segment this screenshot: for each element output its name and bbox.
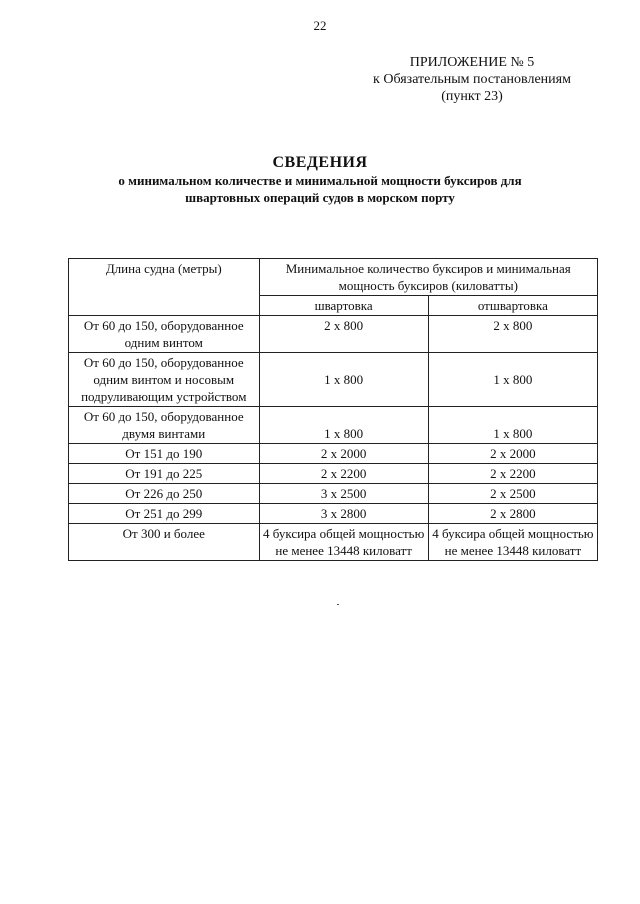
cell-mooring: 2 х 2000 xyxy=(259,444,428,464)
cell-vessel-length: От 60 до 150, оборудованное двумя винтами xyxy=(69,407,260,444)
appendix-title: ПРИЛОЖЕНИЕ № 5 xyxy=(409,55,535,70)
cell-mooring: 3 х 2800 xyxy=(259,504,428,524)
cell-unmooring: 4 буксира общей мощностью не менее 13448 киловатт xyxy=(428,524,597,561)
document-heading xyxy=(0,154,640,206)
cell-mooring: 1 х 800 xyxy=(259,407,428,444)
cell-mooring: 4 буксира общей мощностью не менее 13448 киловатт xyxy=(259,524,428,561)
cell-vessel-length: От 226 до 250 xyxy=(69,484,260,504)
document-subtitle-line-2: швартовных операций судов в морском порту xyxy=(185,190,455,205)
cell-unmooring: 1 х 800 xyxy=(428,353,597,407)
appendix-reference xyxy=(342,54,602,105)
cell-vessel-length: От 151 до 190 xyxy=(69,444,260,464)
header-vessel-length: Длина судна (метры) xyxy=(69,259,260,316)
tug-requirements-table xyxy=(68,258,598,561)
scan-speck xyxy=(337,604,339,605)
table-row xyxy=(69,504,598,524)
table-row xyxy=(69,464,598,484)
cell-mooring: 2 х 800 xyxy=(259,316,428,353)
cell-mooring: 2 х 2200 xyxy=(259,464,428,484)
table-row xyxy=(69,353,598,407)
cell-mooring: 1 х 800 xyxy=(259,353,428,407)
table-row xyxy=(69,484,598,504)
cell-vessel-length: От 60 до 150, оборудованное одним винтом и носовым подруливающим устройством xyxy=(69,353,260,407)
table-row xyxy=(69,316,598,353)
appendix-line-clause: (пункт 23) xyxy=(441,89,503,104)
table-row xyxy=(69,524,598,561)
cell-vessel-length: От 191 до 225 xyxy=(69,464,260,484)
cell-unmooring: 2 х 2800 xyxy=(428,504,597,524)
cell-unmooring: 2 х 2500 xyxy=(428,484,597,504)
cell-unmooring: 1 х 800 xyxy=(428,407,597,444)
cell-unmooring: 2 х 2000 xyxy=(428,444,597,464)
header-unmooring: отшвартовка xyxy=(428,296,597,316)
cell-unmooring: 2 х 2200 xyxy=(428,464,597,484)
cell-mooring: 3 х 2500 xyxy=(259,484,428,504)
cell-unmooring: 2 х 800 xyxy=(428,316,597,353)
cell-vessel-length: От 60 до 150, оборудованное одним винтом xyxy=(69,316,260,353)
cell-vessel-length: От 300 и более xyxy=(69,524,260,561)
page-number: 22 xyxy=(313,18,327,33)
header-mooring: швартовка xyxy=(259,296,428,316)
appendix-line-regulations: к Обязательным постановлениям xyxy=(373,72,571,87)
table-header-row xyxy=(69,259,598,296)
table-row xyxy=(69,444,598,464)
table-row xyxy=(69,407,598,444)
header-tug-requirements: Минимальное количество буксиров и минимальная мощность буксиров (киловатты) xyxy=(259,259,597,296)
document-subtitle-line-1: о минимальном количестве и минимальной мощности буксиров для xyxy=(118,173,522,188)
document-title: СВЕДЕНИЯ xyxy=(272,154,368,171)
cell-vessel-length: От 251 до 299 xyxy=(69,504,260,524)
